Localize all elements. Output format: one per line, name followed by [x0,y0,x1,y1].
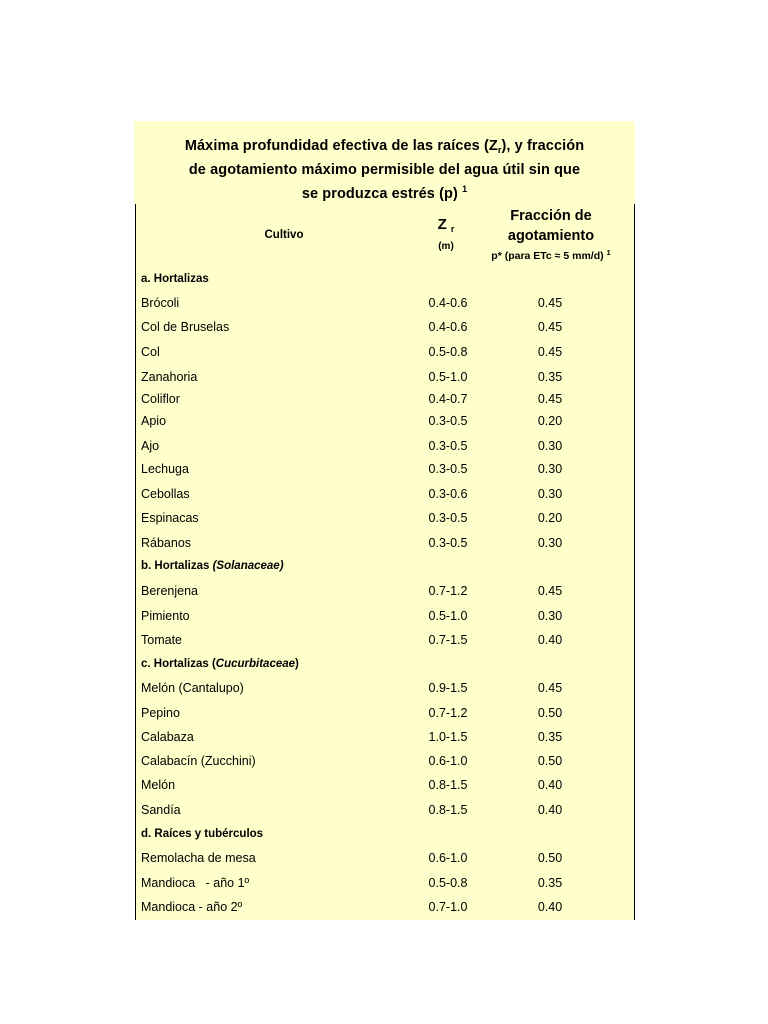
root-depth-value: 0.8-1.5 [428,778,468,792]
crop-table [135,204,635,920]
table-row [136,583,634,599]
section-label-italic: Cucurbitaceae [215,658,296,670]
root-depth-value: 0.5-1.0 [428,370,468,384]
section-label [141,558,284,574]
crop-name: Sandía [141,803,181,817]
table-row [136,729,634,745]
root-depth-value: 0.9-1.5 [428,681,468,695]
depletion-fraction-value: 0.50 [537,754,563,768]
section-label-italic: (Solanaceae) [212,560,284,572]
crop-name: Mandioca - año 1º [141,876,250,890]
section-label-text: a. Hortalizas [141,273,209,285]
crop-name: Melón [141,778,176,792]
table-row [136,413,634,429]
crop-name: Melón (Cantalupo) [141,681,244,695]
header-zr-sub: r [450,224,455,234]
root-depth-value: 0.7-1.2 [428,584,468,598]
header-p [461,248,641,262]
table-row [136,344,634,360]
root-depth-value: 0.5-1.0 [428,609,468,623]
table-row [136,319,634,335]
root-depth-value: 0.6-1.0 [428,754,468,768]
depletion-fraction-value: 0.45 [537,392,563,406]
section-label [141,271,209,287]
table-title [134,121,635,205]
crop-name: Pimiento [141,609,190,623]
section-label-text: d. Raíces y tubérculos [141,828,264,840]
header-p-sup: 1 [606,248,611,257]
table-row [136,802,634,818]
depletion-fraction-value: 0.45 [537,320,563,334]
header-zr-unit: (m) [438,241,454,252]
table-row [136,391,634,407]
crop-name: Lechuga [141,462,189,476]
root-depth-value: 0.5-0.8 [428,876,468,890]
header-fraccion-line1: Fracción de [510,208,592,224]
crop-name: Rábanos [141,536,192,550]
depletion-fraction-value: 0.30 [537,462,563,476]
header-fraccion [461,207,641,246]
root-depth-value: 0.3-0.5 [428,462,468,476]
root-depth-value: 0.4-0.6 [428,320,468,334]
crop-name: Coliflor [141,392,180,406]
title-box [134,121,635,204]
depletion-fraction-value: 0.30 [537,487,563,501]
crop-name: Remolacha de mesa [141,851,256,865]
section-row [136,271,634,287]
table-row [136,753,634,769]
table-row [136,777,634,793]
depletion-fraction-value: 0.50 [537,851,563,865]
root-depth-value: 0.4-0.6 [428,296,468,310]
root-depth-value: 0.5-0.8 [428,345,468,359]
root-depth-value: 0.3-0.5 [428,439,468,453]
crop-name: Ajo [141,439,160,453]
header-zr-symbol: Z [437,216,447,233]
section-label-text: b. Hortalizas [141,560,213,572]
table-row [136,705,634,721]
crop-name: Calabaza [141,730,194,744]
depletion-fraction-value: 0.50 [537,706,563,720]
crop-name: Apio [141,414,167,428]
title-line1-b: ), y fracción [501,138,585,154]
depletion-fraction-value: 0.45 [537,584,563,598]
root-depth-value: 0.4-0.7 [428,392,468,406]
root-depth-value: 0.6-1.0 [428,851,468,865]
root-depth-value: 0.7-1.2 [428,706,468,720]
depletion-fraction-value: 0.35 [537,876,563,890]
root-depth-value: 0.3-0.5 [428,511,468,525]
depletion-fraction-value: 0.40 [537,803,563,817]
depletion-fraction-value: 0.45 [537,296,563,310]
depletion-fraction-value: 0.45 [537,681,563,695]
table-row [136,510,634,526]
root-depth-value: 0.7-1.5 [428,633,468,647]
table-row [136,369,634,385]
header-cultivo: Cultivo [264,229,304,241]
root-depth-value: 0.3-0.5 [428,536,468,550]
depletion-fraction-value: 0.20 [537,414,563,428]
section-row [136,826,634,842]
table-row [136,632,634,648]
depletion-fraction-value: 0.40 [537,778,563,792]
section-label-suffix: ) [295,658,299,670]
root-depth-value: 0.8-1.5 [428,803,468,817]
crop-name: Espinacas [141,511,199,525]
header-fraccion-line2: agotamiento [507,227,595,244]
table-row [136,608,634,624]
crop-name: Col [141,345,160,359]
depletion-fraction-value: 0.20 [537,511,563,525]
depletion-fraction-value: 0.45 [537,345,563,359]
title-line3: se produzca estrés (p) [301,186,458,202]
depletion-fraction-value: 0.35 [537,370,563,384]
crop-name: Berenjena [141,584,198,598]
root-depth-value: 0.7-1.0 [428,900,468,914]
table-row [136,461,634,477]
table-row [136,295,634,311]
title-line1-a: Máxima profundidad efectiva de las raíces (Z [184,138,498,154]
table-row [136,438,634,454]
depletion-fraction-value: 0.40 [537,633,563,647]
depletion-fraction-value: 0.40 [537,900,563,914]
table-row [136,535,634,551]
crop-name: Mandioca - año 2º [141,900,243,914]
crop-name: Pepino [141,706,180,720]
crop-name: Zanahoria [141,370,198,384]
title-line2: de agotamiento máximo permisible del agua útil sin que [188,161,581,178]
root-depth-value: 0.3-0.5 [428,414,468,428]
depletion-fraction-value: 0.30 [537,439,563,453]
table-row [136,899,634,915]
crop-name: Brócoli [141,296,180,310]
crop-name: Col de Bruselas [141,320,230,334]
root-depth-value: 1.0-1.5 [428,730,468,744]
crop-name: Cebollas [141,487,190,501]
crop-name: Tomate [141,633,182,647]
depletion-fraction-value: 0.30 [537,609,563,623]
section-label [141,656,299,672]
section-label-text: c. Hortalizas ( [141,658,216,670]
section-label [141,826,263,842]
table-row [136,850,634,866]
table-row [136,680,634,696]
depletion-fraction-value: 0.30 [537,536,563,550]
header-p-label: p* (para ETc ≈ 5 mm/d) [491,250,604,262]
title-line1-sub: r [497,145,502,155]
table-row [136,875,634,891]
root-depth-value: 0.3-0.6 [428,487,468,501]
section-row [136,656,634,672]
table-row [136,486,634,502]
crop-name: Calabacín (Zucchini) [141,754,256,768]
title-footnote-mark: 1 [462,184,468,194]
depletion-fraction-value: 0.35 [537,730,563,744]
section-row [136,558,634,574]
